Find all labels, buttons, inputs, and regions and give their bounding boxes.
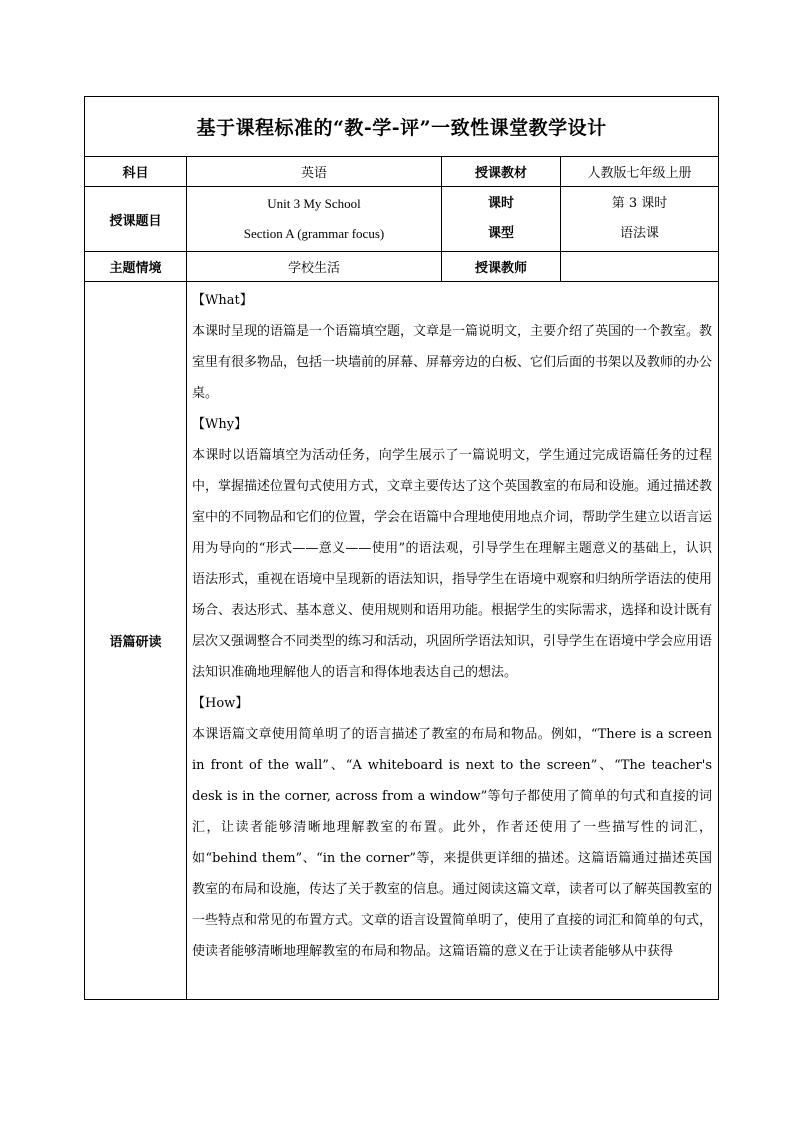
subject-value: 英语 (187, 157, 442, 187)
lesson-plan-table (84, 96, 719, 1000)
theme-value: 学校生活 (187, 252, 442, 282)
topic-value (187, 187, 442, 252)
theme-label: 主题情境 (85, 252, 187, 282)
textbook-label: 授课教材 (442, 157, 561, 187)
why-heading: 【Why】 (192, 417, 248, 432)
type-value: 语法课 (620, 226, 660, 241)
what-text: 本课时呈现的语篇是一个语篇填空题，文章是一篇说明文，主要介绍了英国的一个教室。教室里有很多物品，包括一块墙前的屏幕、屏幕旁边的白板、它们后面的书架以及教师的办公桌。 (192, 324, 713, 401)
topic-label: 授课题目 (85, 187, 187, 252)
why-text: 本课时以语篇填空为活动任务，向学生展示了一篇说明文，学生通过完成语篇任务的过程中，掌握描述位置句式使用方式，文章主要传达了这个英国教室的布局和设施。通过描述教室中的不同物品和它们的位置，学会在语篇中合理地使用地点介词，帮助学生建立以语言运用为导向的“形式——意义——使用”的语法观，引导学生在理解主题意义的基础上，认识语法形式，重视在语境中呈现新的语法知识，指导学生在语境中观察和归纳所学语法的使用场合、表达形式、基本意义、使用规则和语用功能。根据学生的实际需求，选择和设计既有层次又强调整合不同类型的练习和活动，巩固所学语法知识，引导学生在语境中学会应用语法知识准确地理解他人的语言和得体地表达自己的想法。 (192, 448, 713, 680)
period-type-labels (442, 187, 561, 252)
textbook-value: 人教版七年级上册 (561, 157, 719, 187)
teacher-value (561, 252, 719, 282)
how-text: 本课语篇文章使用简单明了的语言描述了教室的布局和物品。例如，“There is a screen in front of the wall”、“A whiteboard is next to the screen”、“The teacher's desk is in the corner, across from a window”等句子都使用了简单的句式和直接的词汇，让读者能够清晰地理解教室的布置。此外，作者还使用了一些描写性的词汇，如“behind them”、“in the corner”等，来提供更详细的描述。这篇语篇通过描述英国教室的布局和设施，传达了关于教室的信息。通过阅读这篇文章，读者可以了解英国教室的一些特点和常见的布置方式。文章的语言设置简单明了，使用了直接的词汇和简单的句式，使读者能够清晰地理解教室的布局和物品。这篇语篇的意义在于让读者能够从中获得 (192, 727, 713, 959)
teacher-label: 授课教师 (442, 252, 561, 282)
period-type-values (561, 187, 719, 252)
what-heading: 【What】 (192, 293, 253, 308)
period-value: 第 3 课时 (611, 196, 668, 211)
how-heading: 【How】 (192, 696, 249, 711)
subject-label: 科目 (85, 157, 187, 187)
analysis-content (187, 282, 719, 1000)
lesson-plan-page (84, 96, 718, 1000)
topic-line-2: Section A (grammar focus) (243, 226, 385, 241)
period-label: 课时 (487, 196, 514, 211)
page-title: 基于课程标准的“教-学-评”一致性课堂教学设计 (85, 97, 719, 157)
analysis-label: 语篇研读 (85, 282, 187, 1000)
topic-line-1: Unit 3 My School (267, 196, 361, 211)
type-label: 课型 (487, 226, 514, 241)
